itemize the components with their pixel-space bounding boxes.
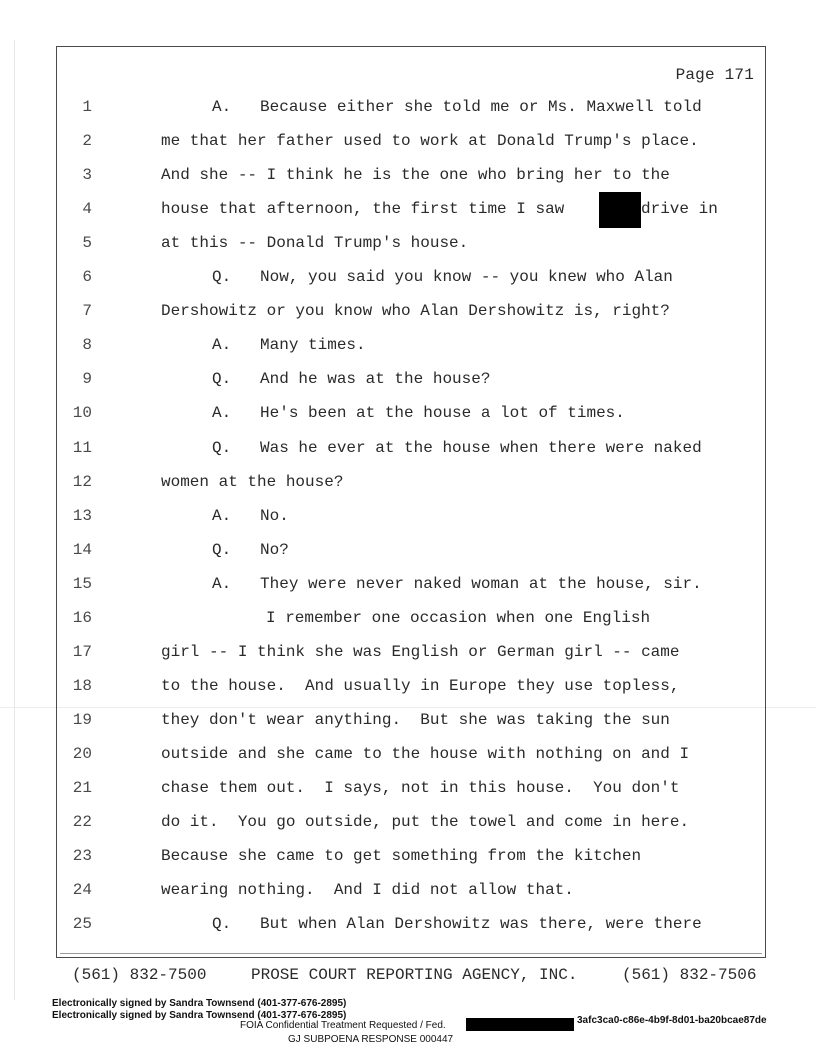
transcript-line bbox=[0, 199, 816, 233]
line-number: 1 bbox=[82, 98, 92, 116]
document-hash: 3afc3ca0-c86e-4b9f-8d01-ba20bcae87de bbox=[577, 1015, 767, 1026]
line-text: A. Many times. bbox=[212, 336, 366, 355]
line-text: Q. No? bbox=[212, 540, 289, 559]
line-text: girl -- I think she was English or German girl -- came bbox=[161, 642, 680, 661]
footer-agency-name: PROSE COURT REPORTING AGENCY, INC. bbox=[251, 966, 578, 984]
foia-redaction-block bbox=[466, 1018, 574, 1031]
line-number: 17 bbox=[72, 642, 92, 661]
footer-phone-left: (561) 832-7500 bbox=[72, 966, 207, 984]
line-number: 20 bbox=[72, 744, 92, 763]
signature-line-2: Electronically signed by Sandra Townsend (401-377-676-2895) bbox=[52, 1010, 347, 1021]
transcript-line bbox=[0, 97, 816, 131]
line-text: A. They were never naked woman at the house, sir. bbox=[212, 574, 702, 593]
line-text: A. He's been at the house a lot of times. bbox=[212, 404, 625, 423]
line-text: A. Because either she told me or Ms. Maxwell told bbox=[212, 98, 702, 116]
transcript-line bbox=[0, 233, 816, 267]
line-text: chase them out. I says, not in this house. You don't bbox=[161, 779, 680, 797]
transcript-line bbox=[0, 608, 816, 642]
line-text: Dershowitz or you know who Alan Dershowitz is, right? bbox=[161, 302, 670, 321]
line-text: Q. Now, you said you know -- you knew who Alan bbox=[212, 268, 673, 287]
line-number: 14 bbox=[72, 540, 92, 559]
line-number: 10 bbox=[72, 404, 92, 423]
line-text: me that her father used to work at Donald Trump's place. bbox=[161, 132, 699, 151]
foia-notice: FOIA Confidential Treatment Requested / Fed. bbox=[240, 1020, 446, 1031]
line-number: 6 bbox=[82, 268, 92, 287]
transcript-line bbox=[0, 642, 816, 676]
line-text: Because she came to get something from the kitchen bbox=[161, 847, 642, 866]
transcript-line bbox=[0, 267, 816, 301]
transcript-line bbox=[0, 812, 816, 846]
line-text: A. No. bbox=[212, 506, 289, 525]
transcript-line bbox=[0, 369, 816, 403]
line-text: at this -- Donald Trump's house. bbox=[161, 234, 469, 253]
line-number: 2 bbox=[82, 132, 92, 151]
signature-line-1: Electronically signed by Sandra Townsend (401-377-676-2895) bbox=[52, 998, 347, 1009]
line-number: 8 bbox=[82, 336, 92, 355]
line-number: 25 bbox=[72, 915, 92, 934]
line-number: 18 bbox=[72, 676, 92, 695]
line-number: 4 bbox=[82, 200, 92, 219]
transcript-line bbox=[0, 778, 816, 812]
line-number: 11 bbox=[72, 438, 92, 457]
line-number: 7 bbox=[82, 302, 92, 321]
line-number: 13 bbox=[72, 506, 92, 525]
line-text: I remember one occasion when one English bbox=[266, 608, 651, 627]
line-text: Q. Was he ever at the house when there were naked bbox=[212, 438, 702, 457]
footer-phone-right: (561) 832-7506 bbox=[622, 966, 757, 984]
line-text: outside and she came to the house with nothing on and I bbox=[161, 744, 690, 763]
transcript-line bbox=[0, 710, 816, 744]
transcript-line bbox=[0, 438, 816, 472]
line-text: they don't wear anything. But she was taking the sun bbox=[161, 710, 670, 729]
line-text: to the house. And usually in Europe they use topless, bbox=[161, 676, 680, 695]
line-number: 22 bbox=[72, 813, 92, 832]
line-text: women at the house? bbox=[161, 472, 344, 491]
transcript-line bbox=[0, 540, 816, 574]
line-number: 16 bbox=[72, 608, 92, 627]
line-text: house that afternoon, the first time I saw bbox=[161, 200, 565, 219]
line-text: Q. And he was at the house? bbox=[212, 370, 491, 389]
line-text-continued: drive in bbox=[641, 200, 718, 219]
transcript-line bbox=[0, 744, 816, 778]
transcript-line bbox=[0, 131, 816, 165]
line-number: 21 bbox=[72, 779, 92, 797]
transcript-line bbox=[0, 846, 816, 880]
transcript-line bbox=[0, 914, 816, 948]
line-text: Q. But when Alan Dershowitz was there, were there bbox=[212, 915, 702, 934]
line-number: 23 bbox=[72, 847, 92, 866]
line-number: 3 bbox=[82, 166, 92, 185]
line-number: 15 bbox=[72, 574, 92, 593]
line-text: do it. You go outside, put the towel and come in here. bbox=[161, 813, 690, 832]
line-text: wearing nothing. And I did not allow that. bbox=[161, 881, 574, 900]
transcript-line bbox=[0, 301, 816, 335]
line-number: 24 bbox=[72, 881, 92, 900]
line-number: 12 bbox=[72, 472, 92, 491]
page-number: Page 171 bbox=[675, 66, 754, 84]
transcript-line bbox=[0, 574, 816, 608]
line-number: 19 bbox=[72, 710, 92, 729]
bates-stamp: GJ SUBPOENA RESPONSE 000447 bbox=[288, 1034, 454, 1045]
transcript-line bbox=[0, 403, 816, 437]
transcript-line bbox=[0, 472, 816, 506]
line-number: 9 bbox=[82, 370, 92, 389]
line-number: 5 bbox=[82, 234, 92, 253]
transcript-line bbox=[0, 165, 816, 199]
transcript-line bbox=[0, 880, 816, 914]
line-text: And she -- I think he is the one who bring her to the bbox=[161, 166, 670, 185]
transcript-line bbox=[0, 506, 816, 540]
footer-agency bbox=[0, 966, 816, 988]
transcript-line bbox=[0, 335, 816, 369]
redaction-block bbox=[599, 192, 641, 228]
transcript-line bbox=[0, 676, 816, 710]
